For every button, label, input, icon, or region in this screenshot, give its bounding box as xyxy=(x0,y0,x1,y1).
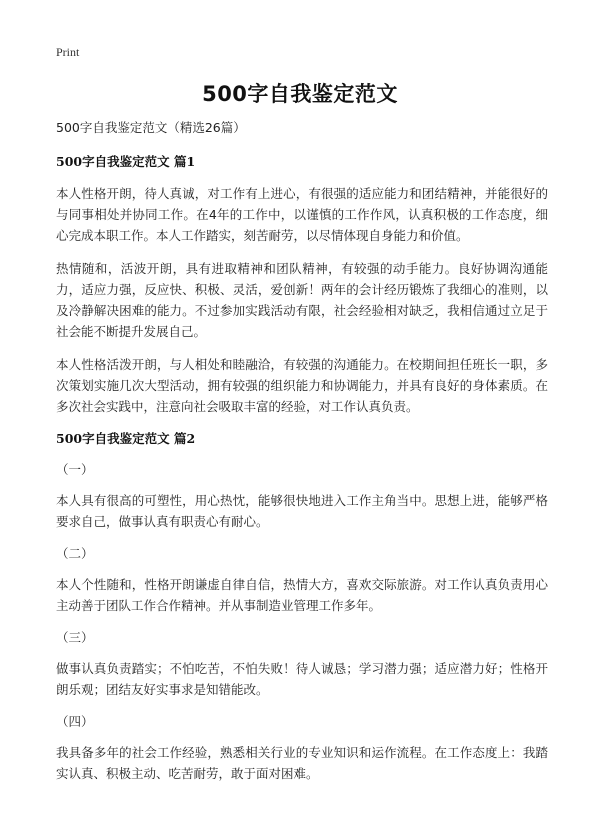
document-body xyxy=(56,118,548,796)
paragraph: 本人性格开朗，待人真诚，对工作有上进心，有很强的适应能力和团结精神，并能很好的与同事相处并协同工作。在4年的工作中，以谨慎的工作作风，认真积极的工作态度，细心完成本职工作。本人工作踏实，刻苦耐劳，以尽情体现自身能力和价值。 xyxy=(56,186,548,243)
print-label[interactable]: Print xyxy=(56,45,80,59)
paragraph: 我具备多年的社会工作经验，熟悉相关行业的专业知识和运作流程。在工作态度上：我踏实认真、积极主动、吃苦耐劳，敢于面对困难。 xyxy=(56,745,548,781)
item-number: （二） xyxy=(56,546,94,561)
section-heading-1: 500字自我鉴定范文 篇1 xyxy=(56,154,196,169)
document-subtitle: 500字自我鉴定范文（精选26篇） xyxy=(56,120,246,135)
item-number: （四） xyxy=(56,714,94,729)
paragraph: 做事认真负责踏实；不怕吃苦，不怕失败！待人诚恳；学习潜力强；适应潜力好；性格开朗乐观；团结友好实事求是知错能改。 xyxy=(56,661,548,697)
paragraph: 热情随和，活波开朗，具有进取精神和团队精神，有较强的动手能力。良好协调沟通能力，适应力强，反应快、积极、灵活，爱创新！两年的会计经历锻炼了我细心的准则，以及冷静解决困难的能力。不过参加实践活动有限，社会经验相对缺乏，我相信通过立足于社会能不断提升发展自己。 xyxy=(56,261,548,339)
item-number: （一） xyxy=(56,462,94,477)
paragraph: 本人个性随和，性格开朗谦虚自律自信，热情大方，喜欢交际旅游。对工作认真负责用心主动善于团队工作合作精神。并从事制造业管理工作多年。 xyxy=(56,577,548,613)
section-heading-2: 500字自我鉴定范文 篇2 xyxy=(56,431,196,446)
paragraph: 本人具有很高的可塑性，用心热忱，能够很快地进入工作主角当中。思想上进，能够严格要求自己，做事认真有职责心有耐心。 xyxy=(56,493,548,529)
page-title: 500字自我鉴定范文 xyxy=(202,82,398,106)
item-number: （三） xyxy=(56,630,94,645)
paragraph: 本人性格活泼开朗，与人相处和睦融洽，有较强的沟通能力。在校期间担任班长一职，多次策划实施几次大型活动，拥有较强的组织能力和协调能力，并具有良好的身体素质。在多次社会实践中，注意向社会吸取丰富的经验，对工作认真负责。 xyxy=(56,357,548,414)
